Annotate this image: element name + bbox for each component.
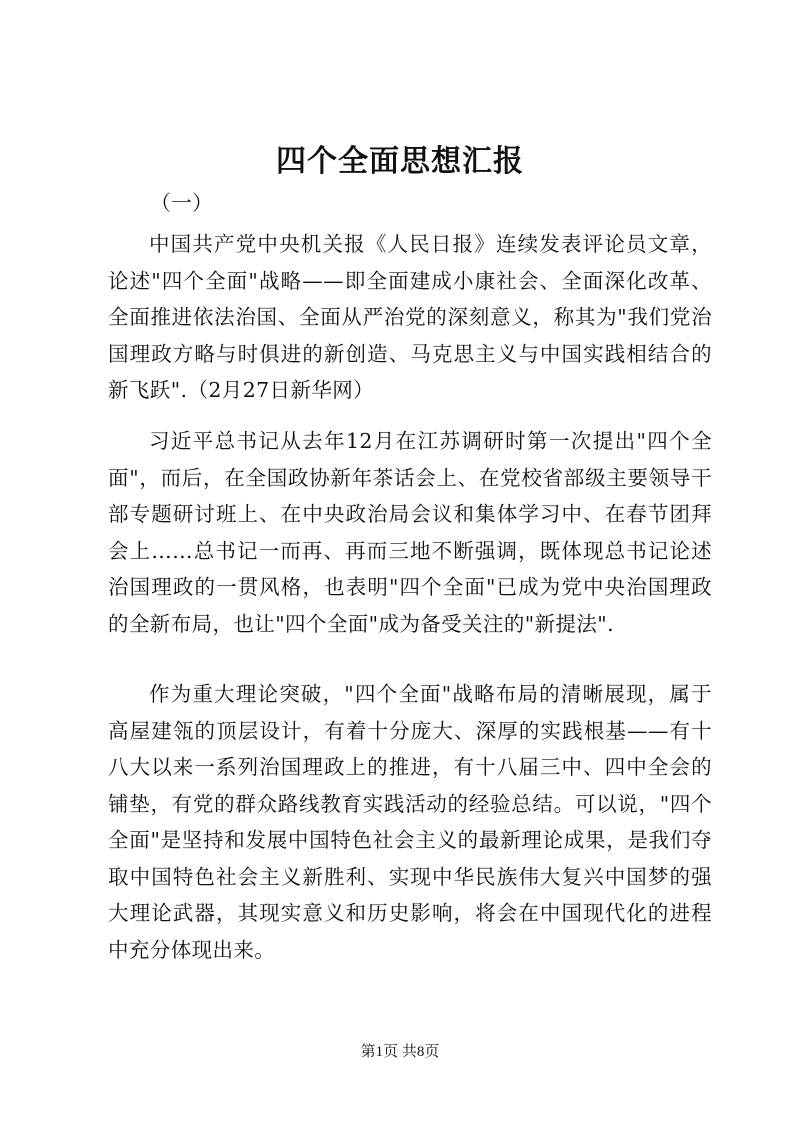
page-footer: 第1页 共8页 (360, 1044, 440, 1060)
document-title: 四个全面思想汇报 (276, 144, 524, 179)
section-marker: （一） (150, 191, 213, 215)
paragraph-2: 习近平总书记从去年12月在江苏调研时第一次提出"四个全面"，而后，在全国政协新年茶话会上、在党校省部级主要领导干部专题研讨班上、在中央政治局会议和集体学习中、在春节团拜会上……总书记一而再、再而三地不断强调，既体现总书记论述治国理政的一贯风格，也表明"四个全面"已成为党中央治国理政的全新布局，也让"四个全面"成为备受关注的"新提法". (108, 429, 712, 636)
paragraph-1: 中国共产党中央机关报《人民日报》连续发表评论员文章，论述"四个全面"战略——即全面建成小康社会、全面深化改革、全面推进依法治国、全面从严治党的深刻意义，称其为"我们党治国理政方略与时俱进的新创造、马克思主义与中国实践相结合的新飞跃".（2月27日新华网） (108, 232, 712, 402)
paragraph-3: 作为重大理论突破，"四个全面"战略布局的清晰展现，属于高屋建瓴的顶层设计，有着十分庞大、深厚的实践根基——有十八大以来一系列治国理政上的推进，有十八届三中、四中全会的铺垫，有党的群众路线教育实践活动的经验总结。可以说，"四个全面"是坚持和发展中国特色社会主义的最新理论成果，是我们夺取中国特色社会主义新胜利、实现中华民族伟大复兴中国梦的强大理论武器，其现实意义和历史影响，将会在中国现代化的进程中充分体现出来。 (108, 682, 712, 962)
